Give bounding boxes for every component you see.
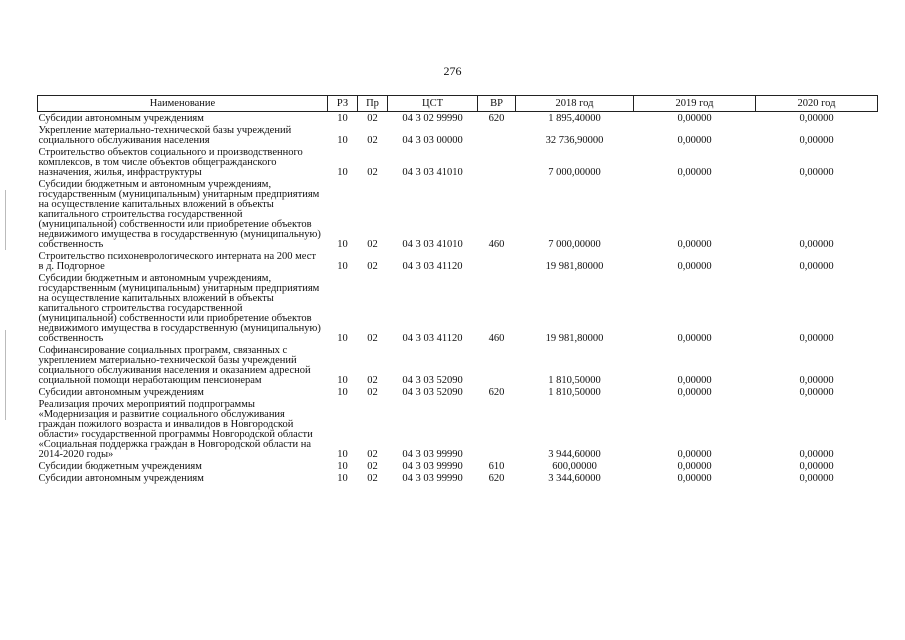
- cst-cell: 04 3 03 52090: [402, 375, 463, 386]
- cst-cell: 04 3 03 41010: [402, 167, 463, 178]
- amount-2020-cell: 0,00000: [799, 449, 834, 460]
- amount-2018-cell: 7 000,00000: [548, 239, 601, 250]
- vr-cell: [478, 344, 516, 386]
- rz-cell: 10: [337, 387, 348, 398]
- column-header-2018: 2018 год: [516, 96, 634, 112]
- table-row: [38, 146, 878, 178]
- amount-2020-cell: 0,00000: [799, 239, 834, 250]
- amount-2018-cell: 600,00000: [552, 461, 597, 472]
- rz-cell: 10: [337, 239, 348, 250]
- amount-2020-cell: 0,00000: [799, 387, 834, 398]
- column-header-vr: ВР: [478, 96, 516, 112]
- cst-cell: 04 3 03 99990: [402, 473, 463, 484]
- vr-cell: [478, 398, 516, 460]
- name-cell: Строительство объектов социального и производственного комплексов, в том числе объектов общегражданского назначения, жилья, инфраструктуры: [38, 147, 303, 178]
- table-row: [38, 344, 878, 386]
- amount-2018-cell: 32 736,90000: [545, 135, 604, 146]
- amount-2019-cell: 0,00000: [677, 135, 712, 146]
- vr-cell: [478, 124, 516, 146]
- vr-cell: 610: [488, 461, 505, 472]
- rz-cell: 10: [337, 135, 348, 146]
- amount-2019-cell: 0,00000: [677, 167, 712, 178]
- name-cell: Субсидии бюджетным и автономным учреждениям, государственным (муниципальным) унитарным предприятиям на осуществление капитальных вложений в объекты капитального строительства государственной (муниципальной) собственности или приобретение объектов недвижимого имущества в государственную (муниципальную) собственность: [38, 179, 321, 250]
- name-cell: Реализация прочих мероприятий подпрограммы «Модернизация и развитие социального обслуживания граждан пожилого возраста и инвалидов в Новгородской области» государственной программы Новгородской области «Социальная поддержка граждан в Новгородской области на 2014-2020 годы»: [38, 399, 313, 460]
- vr-cell: 620: [488, 473, 505, 484]
- cst-cell: 04 3 03 41120: [402, 333, 463, 344]
- pr-cell: 02: [367, 261, 378, 272]
- vr-cell: 620: [488, 387, 505, 398]
- amount-2020-cell: 0,00000: [799, 167, 834, 178]
- amount-2020-cell: 0,00000: [799, 473, 834, 484]
- vr-cell: 460: [488, 333, 505, 344]
- amount-2018-cell: 19 981,80000: [545, 333, 604, 344]
- amount-2020-cell: 0,00000: [799, 261, 834, 272]
- column-header-2019: 2019 год: [634, 96, 756, 112]
- cst-cell: 04 3 02 99990: [402, 113, 463, 124]
- cst-cell: 04 3 03 41120: [402, 261, 463, 272]
- name-cell: Субсидии бюджетным учреждениям: [38, 461, 202, 472]
- rz-cell: 10: [337, 113, 348, 124]
- budget-table: [37, 95, 878, 484]
- pr-cell: 02: [367, 375, 378, 386]
- column-header-pr: Пр: [358, 96, 388, 112]
- amount-2018-cell: 7 000,00000: [548, 167, 601, 178]
- amount-2018-cell: 3 944,60000: [548, 449, 601, 460]
- page-number: 276: [443, 64, 462, 78]
- name-cell: Софинансирование социальных программ, связанных с укреплением материально-технической базы учреждений социального обслуживания населения и оказанием адресной социальной помощи неработающим пенсионерам: [38, 345, 311, 386]
- table-row: [38, 250, 878, 272]
- pr-cell: 02: [367, 167, 378, 178]
- pr-cell: 02: [367, 387, 378, 398]
- rz-cell: 10: [337, 375, 348, 386]
- pr-cell: 02: [367, 239, 378, 250]
- amount-2020-cell: 0,00000: [799, 333, 834, 344]
- cst-cell: 04 3 03 00000: [402, 135, 463, 146]
- scan-margin-mark: [5, 330, 6, 420]
- amount-2018-cell: 1 810,50000: [548, 387, 601, 398]
- name-cell: Субсидии автономным учреждениям: [38, 473, 204, 484]
- vr-cell: [478, 250, 516, 272]
- cst-cell: 04 3 03 99990: [402, 449, 463, 460]
- table-row: [38, 112, 878, 125]
- table-row: [38, 124, 878, 146]
- amount-2019-cell: 0,00000: [677, 449, 712, 460]
- amount-2020-cell: 0,00000: [799, 135, 834, 146]
- cst-cell: 04 3 03 41010: [402, 239, 463, 250]
- amount-2020-cell: 0,00000: [799, 461, 834, 472]
- pr-cell: 02: [367, 135, 378, 146]
- column-header-name: Наименование: [38, 96, 328, 112]
- amount-2018-cell: 1 810,50000: [548, 375, 601, 386]
- name-cell: Субсидии автономным учреждениям: [38, 387, 204, 398]
- pr-cell: 02: [367, 461, 378, 472]
- amount-2018-cell: 3 344,60000: [548, 473, 601, 484]
- amount-2019-cell: 0,00000: [677, 333, 712, 344]
- table-header-row: [38, 96, 878, 112]
- column-header-2020: 2020 год: [756, 96, 878, 112]
- name-cell: Субсидии автономным учреждениям: [38, 113, 204, 124]
- amount-2019-cell: 0,00000: [677, 461, 712, 472]
- amount-2018-cell: 1 895,40000: [548, 113, 601, 124]
- amount-2018-cell: 19 981,80000: [545, 261, 604, 272]
- vr-cell: 460: [488, 239, 505, 250]
- table-row: [38, 398, 878, 460]
- amount-2019-cell: 0,00000: [677, 113, 712, 124]
- name-cell: Укрепление материально-технической базы учреждений социального обслуживания населения: [38, 125, 292, 146]
- name-cell: Строительство психоневрологического интерната на 200 мест в д. Подгорное: [38, 251, 316, 272]
- cst-cell: 04 3 03 99990: [402, 461, 463, 472]
- amount-2019-cell: 0,00000: [677, 387, 712, 398]
- amount-2019-cell: 0,00000: [677, 261, 712, 272]
- amount-2020-cell: 0,00000: [799, 375, 834, 386]
- rz-cell: 10: [337, 333, 348, 344]
- table-row: [38, 386, 878, 398]
- rz-cell: 10: [337, 461, 348, 472]
- amount-2020-cell: 0,00000: [799, 113, 834, 124]
- pr-cell: 02: [367, 449, 378, 460]
- column-header-cst: ЦСТ: [388, 96, 478, 112]
- vr-cell: 620: [488, 113, 505, 124]
- amount-2019-cell: 0,00000: [677, 375, 712, 386]
- rz-cell: 10: [337, 167, 348, 178]
- rz-cell: 10: [337, 449, 348, 460]
- table-row: [38, 472, 878, 484]
- rz-cell: 10: [337, 473, 348, 484]
- name-cell: Субсидии бюджетным и автономным учреждениям, государственным (муниципальным) унитарным предприятиям на осуществление капитальных вложений в объекты капитального строительства государственной (муниципальной) собственности или приобретение объектов недвижимого имущества в государственную (муниципальную) собственность: [38, 273, 321, 344]
- rz-cell: 10: [337, 261, 348, 272]
- pr-cell: 02: [367, 473, 378, 484]
- vr-cell: [478, 146, 516, 178]
- amount-2019-cell: 0,00000: [677, 239, 712, 250]
- pr-cell: 02: [367, 333, 378, 344]
- amount-2019-cell: 0,00000: [677, 473, 712, 484]
- table-row: [38, 460, 878, 472]
- cst-cell: 04 3 03 52090: [402, 387, 463, 398]
- pr-cell: 02: [367, 113, 378, 124]
- scan-margin-mark: [5, 190, 6, 250]
- column-header-rz: РЗ: [328, 96, 358, 112]
- table-row: [38, 178, 878, 250]
- table-row: [38, 272, 878, 344]
